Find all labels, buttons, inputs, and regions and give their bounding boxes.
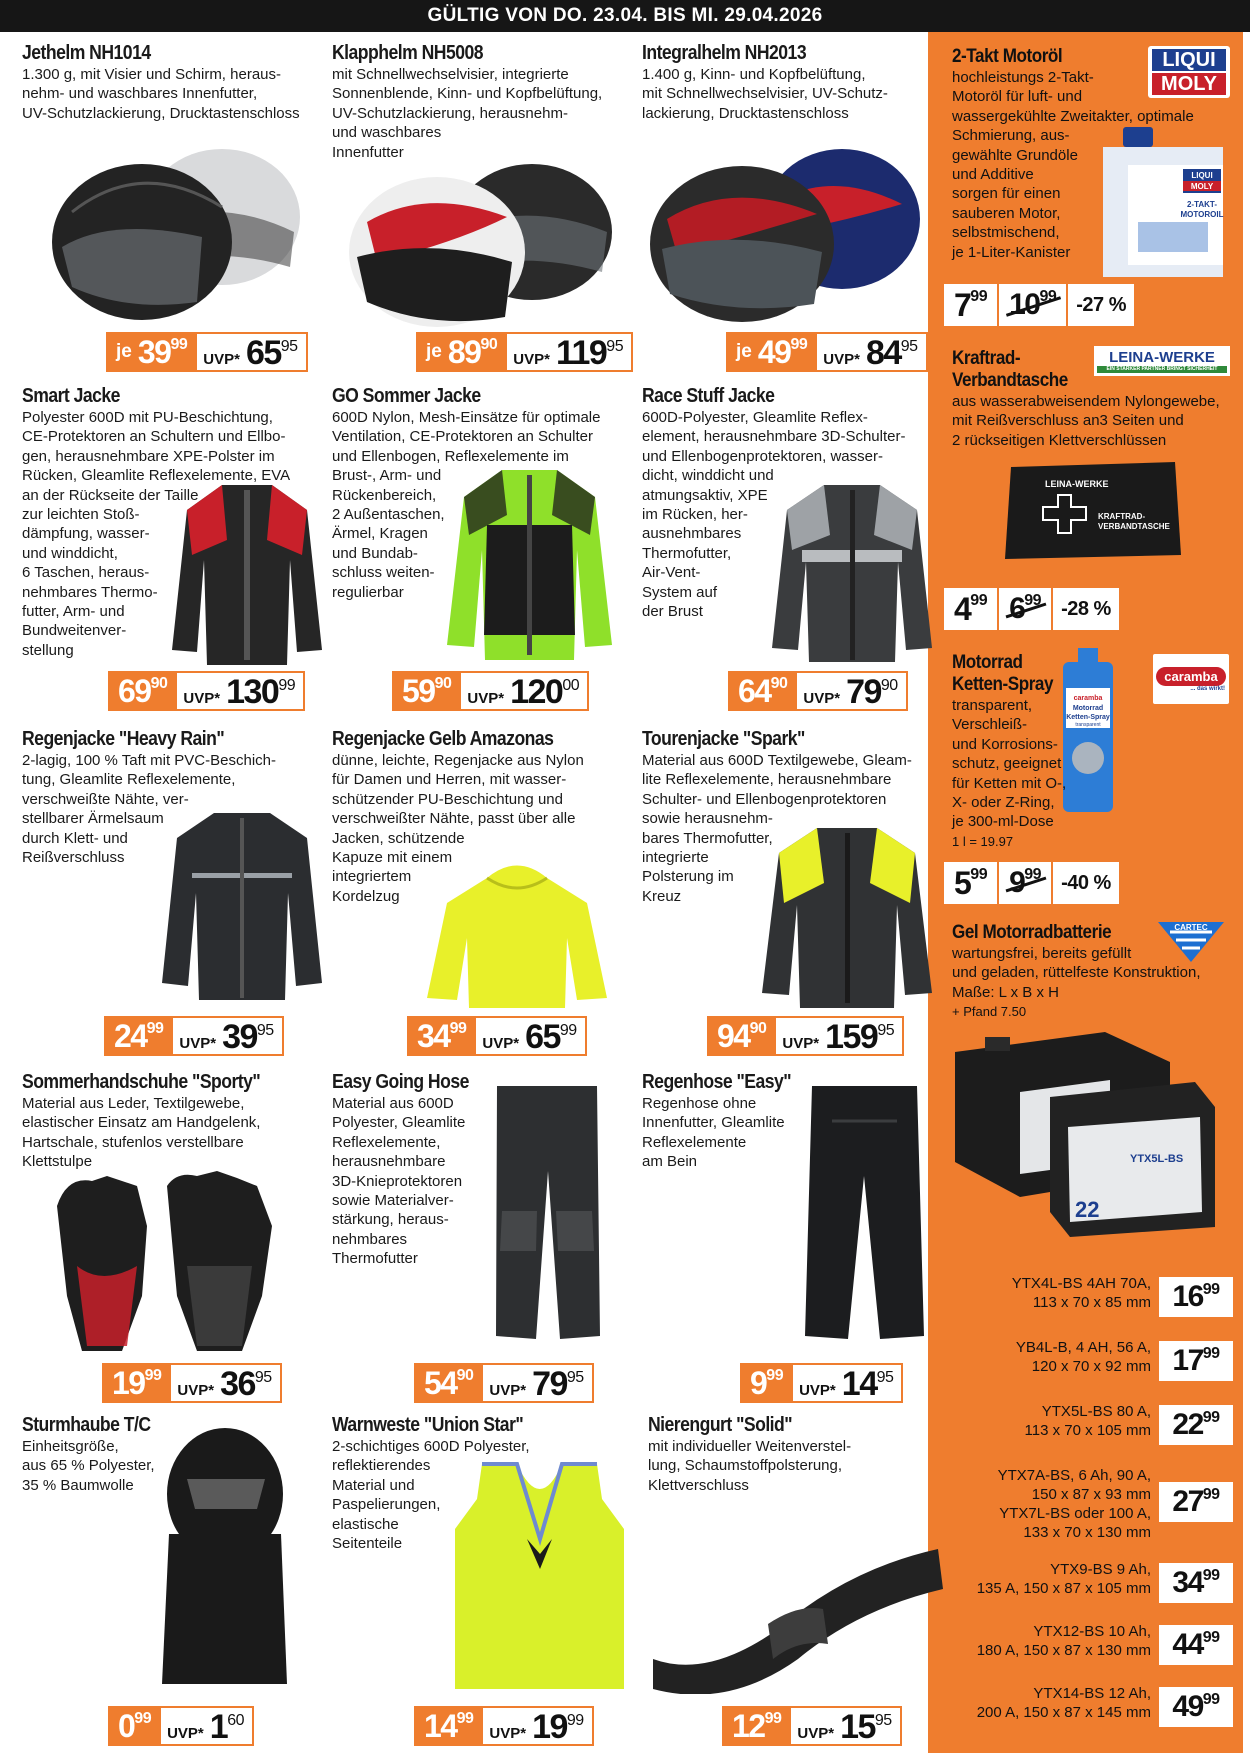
battery-variant[interactable] [928,1272,1243,1322]
price-tag [106,332,308,372]
uvp-price: UVP* 1 60 [159,1706,254,1746]
product-integralhelm[interactable] [642,42,948,385]
product-regenjacke-heavy-rain[interactable] [22,728,328,1071]
product-description: Regenhose ohne Innenfutter, Gleamlite Reflexelemente am Bein [642,1095,785,1171]
offer-price: je 39 99 [106,332,195,372]
svg-text:caramba: caramba [1073,695,1103,702]
discount-badge: -28 % [1051,588,1119,630]
offer-price: 34 99 [407,1016,474,1056]
price-tag [728,671,908,711]
battery-icon [950,1022,1220,1237]
product-name: Easy Going Hose [332,1071,469,1093]
offer-price: 4 99 [944,588,999,630]
product-nierengurt[interactable] [648,1414,954,1753]
variant-spec: YB4L-B, 4 AH, 56 A, 120 x 70 x 92 mm [1015,1339,1151,1375]
svg-text:2-TAKT-: 2-TAKT- [1186,200,1218,209]
liqui-moly-logo: LIQUI MOLY [1148,46,1230,98]
product-name: Tourenjacke "Spark" [642,728,805,750]
uvp-price: UVP* 39 95 [171,1016,283,1056]
svg-text:CARTEC: CARTEC [1174,923,1208,932]
discount-badge: -27 % [1066,284,1134,326]
offer-price: 0 99 [108,1706,159,1746]
battery-variant[interactable] [928,1682,1243,1732]
variant-spec: YTX4L-BS 4AH 70A, 113 x 70 x 85 mm [1011,1275,1151,1311]
price-tag [407,1016,587,1056]
battery-variant[interactable] [928,1400,1243,1450]
battery-variant[interactable] [928,1620,1243,1670]
product-description: 600D Nylon, Mesh-Einsätze für optimale Ventilation, CE-Protektoren an Schulter und Ellenbogen, Reflexelemente im Brust-, Arm- und Rückenbereich, 2 Außentaschen, Ärmel, Kragen und Bundab- schluss weiten- regulierbar [332,409,601,601]
offer-price: 24 99 [104,1016,171,1056]
price-tag [414,1363,594,1403]
uvp-price: UVP* 65 99 [474,1016,586,1056]
product-description: mit individueller Weitenverstel- lung, Schaumstoffpolsterung, Klettverschluss [648,1438,852,1494]
svg-text:VERBANDTASCHE: VERBANDTASCHE [1098,522,1170,531]
variant-price: 44 99 [1159,1625,1233,1665]
product-description: 600D-Polyester, Gleamlite Reflex- element, herausnehmbare 3D-Schulter- und Ellenbogenprotektoren, wasser- dicht, winddicht und atmungsaktiv, XPE im Rücken, her- ausnehmbares Thermofutter, Air-Vent- System auf der Brust [642,409,906,621]
first-aid-bag-icon [1003,457,1183,562]
offer-price: 7 99 [944,284,999,326]
variant-spec: YTX7A-BS, 6 Ah, 90 A, 150 x 87 x 93 mm YTX7L-BS oder 100 A, 133 x 70 x 130 mm [997,1467,1151,1541]
product-name: GO Sommer Jacke [332,385,481,407]
product-race-stuff-jacke[interactable] [642,385,948,728]
price-tag [414,1706,594,1746]
variant-spec: YTX14-BS 12 Ah, 200 A, 150 x 87 x 145 mm [976,1685,1151,1721]
product-easy-going-hose[interactable] [332,1071,638,1414]
product-name: Kraftrad- Verbandtasche [952,348,1068,391]
product-description: 2-schichtiges 600D Polyester, reflektierendes Material und Paspelierungen, elastische Seitenteile [332,1438,530,1553]
svg-text:Motorrad: Motorrad [1072,705,1104,712]
product-description: 1.400 g, Kinn- und Kopfbelüftung, mit Schnellwechselvisier, UV-Schutz- lackierung, Drucktastenschloss [642,66,888,122]
product-name: Integralhelm NH2013 [642,42,807,64]
product-go-sommer-jacke[interactable] [332,385,638,728]
product-name: Nierengurt "Solid" [648,1414,793,1436]
product-description: wartungsfrei, bereits gefüllt und geladen, rüttelfeste Konstruktion, Maße: L x B x H [952,945,1201,1001]
battery-variant[interactable] [928,1464,1243,1544]
uvp-price: UVP* 79 90 [795,671,907,711]
product-name: Motorrad Ketten-Spray [952,652,1054,695]
uvp-price: UVP* 130 99 [175,671,305,711]
product-description: dünne, leichte, Regenjacke aus Nylon für Damen und Herren, mit wasser- schützender PU-Beschichtung und verschweißter Nähte, passt über alle Jacken, schützende Kapuze mit einem integriertem Kordelzug [332,752,584,905]
kit-price-tag [944,588,1119,630]
variant-price: 16 99 [1159,1277,1233,1317]
product-name: Sommerhandschuhe "Sporty" [22,1071,261,1093]
uvp-price: UVP* 14 95 [791,1363,903,1403]
battery-variant[interactable] [928,1558,1243,1608]
price-tag [104,1016,284,1056]
product-name: Jethelm NH1014 [22,42,151,64]
variant-price: 34 99 [1159,1563,1233,1603]
gloves-icon [47,1166,277,1356]
product-name: Klapphelm NH5008 [332,42,483,64]
product-sommerhandschuhe-sporty[interactable] [22,1071,328,1414]
uvp-price: UVP* 65 95 [195,332,307,372]
offer-price: 64 90 [728,671,795,711]
uvp-price: UVP* 119 95 [505,332,633,372]
discount-badge: -40 % [1051,862,1119,904]
product-description: mit Schnellwechselvisier, integrierte Sonnenblende, Kinn- und Kopfbelüftung, UV-Schutzlackierung, herausnehm- und waschbares Innenfutter [332,66,603,161]
product-regenjacke-gelb-amazonas[interactable] [332,728,638,1071]
oil-price-tag [944,284,1134,326]
variant-price: 17 99 [1159,1341,1233,1381]
offer-price: 69 90 [108,671,175,711]
product-description: Material aus 600D Polyester, Gleamlite Reflexelemente, herausnehmbare 3D-Knieprotektoren sowie Materialver- stärkung, heraus- nehmbares Thermofutter [332,1095,466,1268]
product-name: Sturmhaube T/C [22,1414,151,1436]
price-tag [740,1363,903,1403]
svg-text:KRAFTRAD-: KRAFTRAD- [1098,512,1146,521]
helmet-icon [32,137,322,337]
offer-price: 19 99 [102,1363,169,1403]
price-tag [102,1363,282,1403]
product-warnweste[interactable] [332,1414,638,1753]
offer-price: 54 90 [414,1363,481,1403]
product-description: Material aus Leder, Textilgewebe, elastischer Einsatz am Handgelenk, Hartschale, stufenlos verstellbare Klettstulpe [22,1095,261,1171]
svg-text:LEINA-WERKE: LEINA-WERKE [1045,479,1109,489]
svg-text:MOTOROIL: MOTOROIL [1180,210,1224,219]
product-name: Regenjacke "Heavy Rain" [22,728,225,750]
caramba-logo: caramba ... das wirkt! [1153,654,1229,704]
uvp-price: UVP* 79 95 [481,1363,593,1403]
svg-text:LIQUI: LIQUI [1191,171,1213,180]
offer-price: 14 99 [414,1706,481,1746]
product-name: Race Stuff Jacke [642,385,775,407]
belt-icon [648,1509,948,1694]
variant-price: 49 99 [1159,1687,1233,1727]
product-sturmhaube[interactable] [22,1414,328,1753]
uvp-price: UVP* 159 95 [774,1016,904,1056]
product-description: Einheitsgröße, aus 65 % Polyester, 35 % Baumwolle [22,1438,155,1494]
old-price: 9 99 [999,862,1051,904]
svg-text:22: 22 [1075,1197,1100,1222]
product-name: Gel Motorradbatterie [952,922,1112,943]
uvp-price: UVP* 15 95 [789,1706,901,1746]
offer-price: je 49 99 [726,332,815,372]
validity-banner: GÜLTIG VON DO. 23.04. BIS MI. 29.04.2026 [0,0,1250,32]
uvp-price: UVP* 84 95 [815,332,927,372]
offer-price: 59 90 [392,671,459,711]
price-tag [392,671,589,711]
svg-text:transparent: transparent [1075,722,1101,728]
variant-price: 27 99 [1159,1482,1233,1522]
deposit-note: + Pfand 7.50 [952,1004,1027,1020]
offer-price: 5 99 [944,862,999,904]
svg-text:MOLY: MOLY [1190,182,1214,191]
price-tag [707,1016,904,1056]
product-description: Material aus 600D Textilgewebe, Gleam- lite Reflexelemente, herausnehmbare Schulter- und Ellenbogenprotektoren sowie herausnehm- bares Thermofutter, integrierte Polsterung im Kreuz [642,752,912,905]
product-name: Regenhose "Easy" [642,1071,792,1093]
variant-price: 22 99 [1159,1405,1233,1445]
offer-price: 94 90 [707,1016,774,1056]
product-description: 2-lagig, 100 % Taft mit PVC-Beschich- tung, Gleamlite Reflexelemente, verschweißte Nähte, ver- stellbarer Ärmelsaum durch Klett- und Reißverschluss [22,752,276,867]
spray-price-tag [944,862,1119,904]
product-name: Regenjacke Gelb Amazonas [332,728,554,750]
uvp-price: UVP* 19 99 [481,1706,593,1746]
product-description: aus wasserabweisendem Nylongewebe, mit Reißverschluss an3 Seiten und 2 rückseitigen Klettverschlüssen [952,393,1220,449]
offer-price: 9 99 [740,1363,791,1403]
product-tourenjacke-spark[interactable] [642,728,948,1071]
price-tag [108,1706,254,1746]
helmet-icon [642,134,932,334]
price-tag [726,332,928,372]
variant-spec: YTX5L-BS 80 A, 113 x 70 x 105 mm [1024,1403,1151,1439]
product-description: 1.300 g, mit Visier und Schirm, heraus- nehm- und waschbares Innenfutter, UV-Schutzlackierung, Drucktastenschloss [22,66,300,122]
svg-text:Ketten-Spray: Ketten-Spray [1066,714,1110,721]
price-tag [108,671,305,711]
product-regenhose-easy[interactable] [642,1071,948,1414]
old-price: 10 99 [999,284,1066,326]
side-offers [928,32,1243,1753]
variant-spec: YTX12-BS 10 Ah, 180 A, 150 x 87 x 130 mm [976,1623,1151,1659]
product-description: Polyester 600D mit PU-Beschichtung, CE-Protektoren an Schultern und Ellbo- gen, herausnehmbare XPE-Polster im Rücken, Gleamlite Reflexelemente, EVA an der Rückseite der Taille zur leichten Stoß- dämpfung, wasser- und winddicht, 6 Taschen, heraus- nehmbares Thermo- futter, Arm- und Bundweitenver- stellung [22,409,291,659]
product-description: hochleistungs 2-Takt- Motoröl für luft- und wassergekühlte Zweitakter, optimale Schmierung, aus- gewählte Grundöle und Additive sorgen für einen sauberen Motor, selbstmischend, je 1-Liter-Kanister [952,69,1194,261]
helmet-icon [337,152,627,337]
battery-variant[interactable] [928,1336,1243,1386]
variant-spec: YTX9-BS 9 Ah, 135 A, 150 x 87 x 105 mm [976,1561,1151,1597]
leina-werke-logo: LEINA-WERKE EIN STARKER PARTNER BRINGT SICHERHEIT [1094,346,1230,376]
product-jethelm[interactable] [22,42,328,385]
old-price: 6 99 [999,588,1051,630]
offer-price: 12 99 [722,1706,789,1746]
product-name: Warnweste "Union Star" [332,1414,524,1436]
unit-price: 1 l = 19.97 [952,833,1014,849]
uvp-price: UVP* 36 95 [169,1363,281,1403]
price-tag [416,332,633,372]
offer-price: je 89 90 [416,332,505,372]
product-smart-jacke[interactable] [22,385,328,728]
product-name: Smart Jacke [22,385,120,407]
price-tag [722,1706,902,1746]
svg-text:YTX5L-BS: YTX5L-BS [1130,1153,1184,1165]
product-grid [0,32,928,1753]
product-description: transparent, Verschleiß- und Korrosions- schutz, geeignet für Ketten mit O-, X- oder Z-Ring, je 300-ml-Dose [952,697,1067,831]
product-name: 2-Takt Motoröl [952,46,1063,67]
product-klapphelm[interactable] [332,42,638,385]
uvp-price: UVP* 120 00 [459,671,589,711]
product-2takt-motoroel[interactable] [952,46,1242,262]
